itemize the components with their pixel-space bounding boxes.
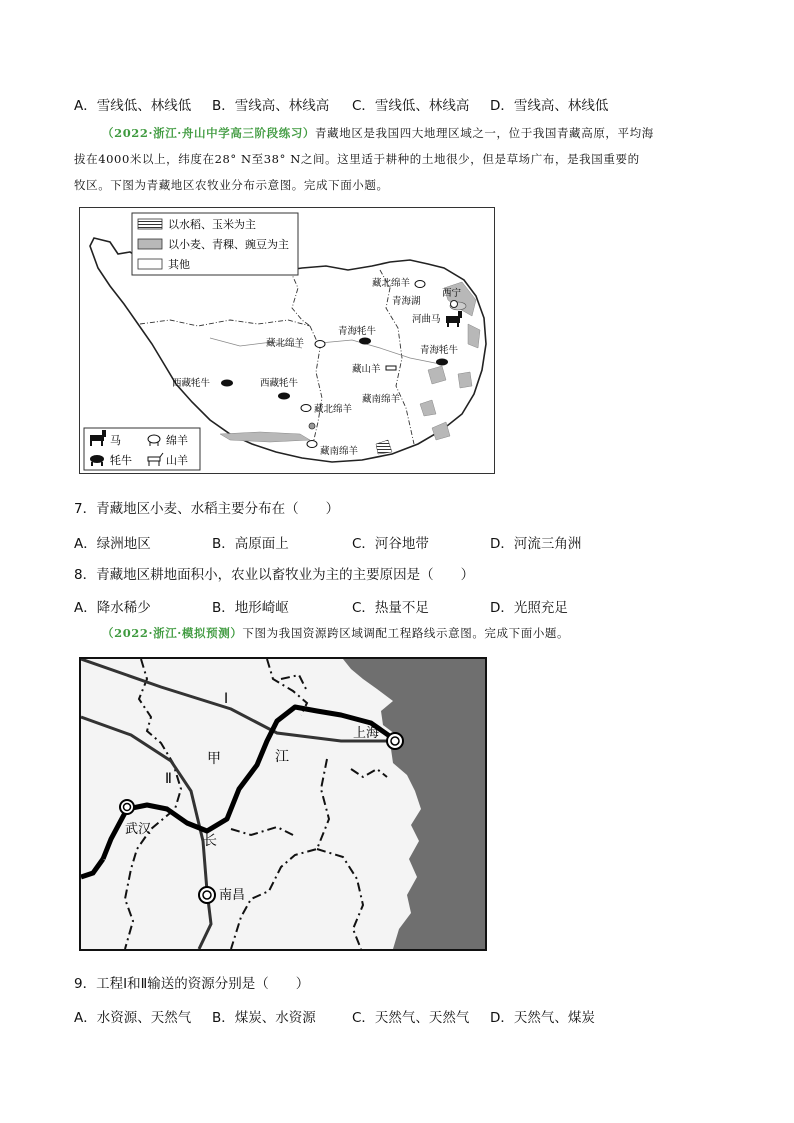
q9-stem: 9．工程Ⅰ和Ⅱ输送的资源分别是（ ） xyxy=(74,976,310,992)
label-tibet-goat: 藏山羊 xyxy=(352,364,381,375)
q9-options xyxy=(74,1006,595,1026)
resource-transfer-map-svg xyxy=(81,659,485,949)
qinghai-tibet-map xyxy=(79,207,495,474)
q6-option-c[interactable]: C．雪线低、林线高 xyxy=(352,98,470,114)
legend-horse: 马 xyxy=(110,434,121,447)
legend-label-rice: 以水稻、玉米为主 xyxy=(168,218,256,231)
intro1-text1: 青藏地区是我国四大地理区域之一，位于我国青藏高原，平均海 xyxy=(315,126,654,140)
q6-option-b[interactable]: B．雪线高、林线高 xyxy=(212,98,330,114)
q9-option-d[interactable]: D．天然气、煤炭 xyxy=(490,1010,595,1026)
sheep-icon xyxy=(415,281,425,288)
q7-stem: 7．青藏地区小麦、水稻主要分布在（ ） xyxy=(74,501,340,517)
q9-option-b[interactable]: B．煤炭、水资源 xyxy=(212,1010,316,1026)
intro1-line2: 拔在4000米以上，纬度在28° N至38° N之间。这里适于耕种的土地很少，但是草场广布，是我国重要的 xyxy=(74,152,640,166)
yak-icon xyxy=(221,380,233,387)
q8-option-c[interactable]: C．热量不足 xyxy=(352,600,429,616)
q6-option-d[interactable]: D．雪线高、林线低 xyxy=(490,98,609,114)
sheep-icon xyxy=(315,341,325,348)
legend-sheep: 绵羊 xyxy=(166,434,188,447)
label-nanchang: 南昌 xyxy=(219,888,246,903)
q8-option-d[interactable]: D．光照充足 xyxy=(490,600,568,616)
q8-option-a[interactable]: A．降水稀少 xyxy=(74,600,151,616)
q8-option-b[interactable]: B．地形崎岖 xyxy=(212,600,289,616)
q6-option-a[interactable]: A．雪线低、林线低 xyxy=(74,98,192,114)
q9-option-c[interactable]: C．天然气、天然气 xyxy=(352,1010,470,1026)
intro2-line xyxy=(102,625,569,641)
goat-icon xyxy=(386,366,396,370)
q8-stem: 8．青藏地区耕地面积小，农业以畜牧业为主的主要原因是（ ） xyxy=(74,567,475,583)
q7-option-a[interactable]: A．绿洲地区 xyxy=(74,536,151,552)
label-chang: 长 xyxy=(203,833,217,849)
yak-icon xyxy=(278,393,290,400)
sheep-icon xyxy=(301,405,311,412)
q7-options xyxy=(74,532,581,552)
q9-option-a[interactable]: A．水资源、天然气 xyxy=(74,1010,192,1026)
label-wuhan: 武汉 xyxy=(125,822,152,837)
label-zbmy-3: 藏北绵羊 xyxy=(314,404,353,415)
label-jiang: 江 xyxy=(275,749,289,765)
legend-swatch-other xyxy=(138,259,162,269)
q6-options xyxy=(74,94,608,114)
label-znmy-2: 藏南绵羊 xyxy=(320,446,359,457)
label-project-ii: Ⅱ xyxy=(165,771,172,787)
label-project-i: Ⅰ xyxy=(224,691,229,707)
intro2-text: 下图为我国资源跨区域调配工程路线示意图。完成下面小题。 xyxy=(242,626,570,640)
intro1-source: （2022·浙江·舟山中学高三阶段练习） xyxy=(102,126,316,140)
intro2-source: （2022·浙江·模拟预测） xyxy=(102,626,243,640)
legend-goat: 山羊 xyxy=(166,454,188,467)
label-qinghai-yak-1: 青海牦牛 xyxy=(338,326,377,337)
lhasa-dot xyxy=(309,423,315,429)
qinghai-tibet-map-svg xyxy=(80,208,494,473)
q7-option-b[interactable]: B．高原面上 xyxy=(212,536,289,552)
label-jia: 甲 xyxy=(207,751,221,767)
label-zbmy-2: 藏北绵羊 xyxy=(266,338,305,349)
label-znmy-1: 藏南绵羊 xyxy=(362,394,401,405)
farm-patch-4 xyxy=(458,372,472,388)
q7-option-d[interactable]: D．河流三角洲 xyxy=(490,536,582,552)
yak-icon xyxy=(359,338,371,345)
label-tibet-yak-2: 西藏牦牛 xyxy=(260,378,299,389)
q7-option-c[interactable]: C．河谷地带 xyxy=(352,536,429,552)
label-zbmy-1: 藏北绵羊 xyxy=(372,278,411,289)
label-hequ-horse: 河曲马 xyxy=(412,314,441,325)
legend-swatch-rice xyxy=(138,219,162,229)
label-qinghai-yak-2: 青海牦牛 xyxy=(420,345,459,356)
yak-icon xyxy=(436,359,448,366)
q8-options xyxy=(74,596,568,616)
legend-label-wheat: 以小麦、青稞、豌豆为主 xyxy=(168,238,289,251)
sheep-icon xyxy=(307,441,317,448)
intro1-line1 xyxy=(102,125,654,141)
label-qinghai-lake: 青海湖 xyxy=(392,296,421,307)
xining-dot xyxy=(451,301,458,308)
legend-label-other: 其他 xyxy=(168,258,190,271)
label-xining: 西宁 xyxy=(442,288,462,299)
resource-transfer-map xyxy=(79,657,487,951)
label-tibet-yak-1: 西藏牦牛 xyxy=(172,378,211,389)
label-shanghai: 上海 xyxy=(353,726,380,741)
legend-swatch-wheat xyxy=(138,239,162,249)
legend-yak: 牦牛 xyxy=(110,454,132,467)
intro1-line3: 牧区。下图为青藏地区农牧业分布示意图。完成下面小题。 xyxy=(74,178,389,192)
